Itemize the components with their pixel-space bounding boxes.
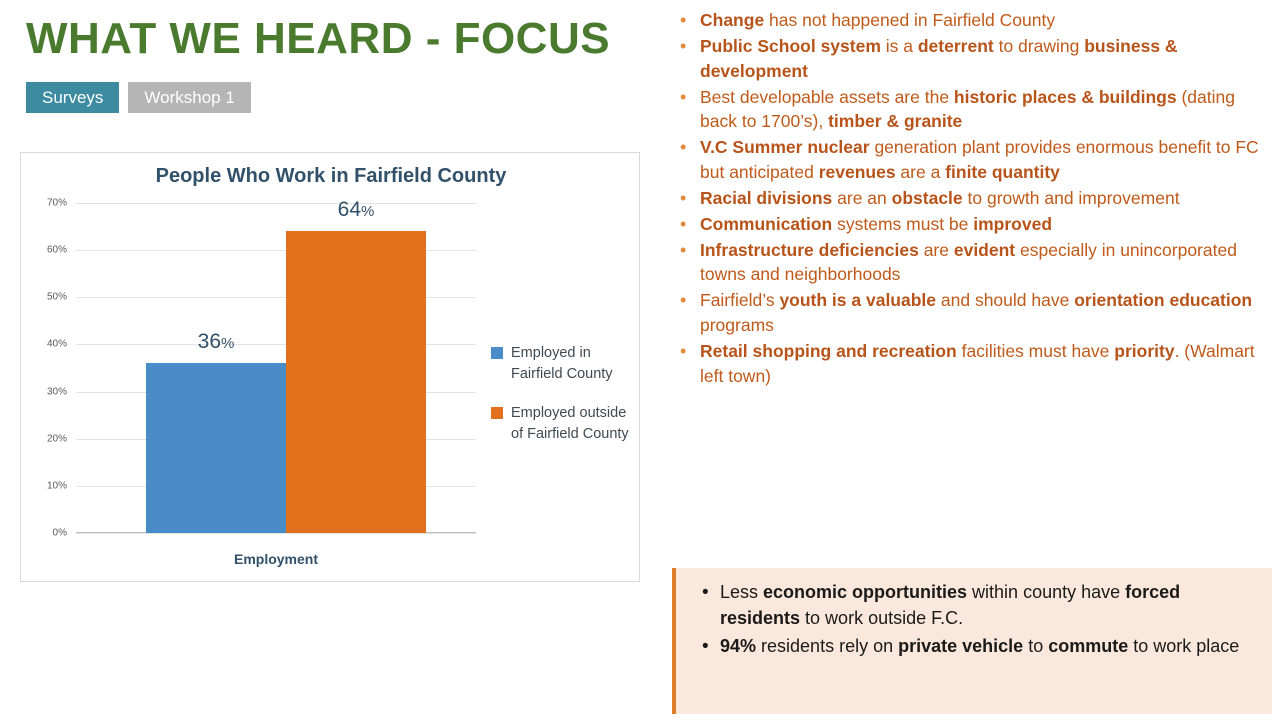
tab-workshop-1-label: Workshop 1	[144, 87, 235, 107]
page-title: WHAT WE HEARD - FOCUS	[26, 14, 611, 63]
chart-y-tick-label: 50%	[46, 291, 67, 303]
chart-bar	[146, 363, 286, 533]
chart-y-tick-label: 40%	[46, 338, 67, 350]
chart-bar-data-label: 36%	[197, 330, 235, 354]
finding-item: • Change has not happened in Fairfield County	[672, 8, 1272, 33]
chart-gridline	[76, 203, 476, 204]
chart-title: People Who Work in Fairfield County	[155, 165, 507, 187]
chart-legend-item	[491, 403, 641, 445]
chart-legend-label: Employed outside of Fairfield County	[511, 405, 629, 443]
chart-legend-swatch	[491, 347, 503, 359]
tab-surveys[interactable]	[26, 82, 119, 113]
finding-item: • Best developable assets are the historic places & buildings (dating back to 1700’s), timber & granite	[672, 85, 1272, 135]
chart-legend-swatch	[491, 407, 503, 419]
chart-plot-area	[76, 198, 476, 533]
callout-item: • 94% residents rely on private vehicle to commute to work place	[694, 634, 1258, 660]
finding-item: • Racial divisions are an obstacle to growth and improvement	[672, 186, 1272, 211]
finding-item: • Communication systems must be improved	[672, 212, 1272, 237]
finding-item: • Infrastructure deficiencies are evident especially in unincorporated towns and neighborhoods	[672, 238, 1272, 288]
tab-workshop-1[interactable]	[128, 82, 250, 113]
finding-item: • Fairfield’s youth is a valuable and should have orientation education programs	[672, 288, 1272, 338]
callout-box	[672, 568, 1272, 714]
chart-y-tick-label: 30%	[46, 386, 67, 398]
chart-x-axis-label: Employment	[233, 551, 318, 567]
chart-bar	[286, 231, 426, 533]
callout-item: • Less economic opportunities within county have forced residents to work outside F.C.	[694, 580, 1258, 632]
chart-y-axis	[21, 197, 73, 539]
chart-y-tick-label: 10%	[46, 480, 67, 492]
finding-item: • Retail shopping and recreation facilities must have priority. (Walmart left town)	[672, 339, 1272, 389]
callout-list	[694, 580, 1258, 660]
chart-y-tick-label: 20%	[46, 433, 67, 445]
chart-gridline	[76, 533, 476, 534]
tab-surveys-label: Surveys	[42, 87, 104, 107]
chart-y-tick-label: 0%	[52, 527, 67, 539]
chart-legend	[491, 343, 641, 463]
chart-panel	[20, 152, 640, 582]
chart-y-tick-label: 60%	[46, 244, 67, 256]
finding-item: • V.C Summer nuclear generation plant provides enormous benefit to FC but anticipated revenues are a finite quantity	[672, 135, 1272, 185]
chart-y-tick-label: 70%	[46, 197, 67, 209]
chart-bar-data-label: 64%	[337, 198, 375, 222]
chart-legend-item	[491, 343, 641, 385]
chart-legend-label: Employed in Fairfield County	[511, 345, 613, 383]
right-column	[672, 8, 1272, 390]
findings-list	[672, 8, 1272, 389]
finding-item: • Public School system is a deterrent to drawing business & development	[672, 34, 1272, 84]
tab-bar	[26, 82, 251, 113]
